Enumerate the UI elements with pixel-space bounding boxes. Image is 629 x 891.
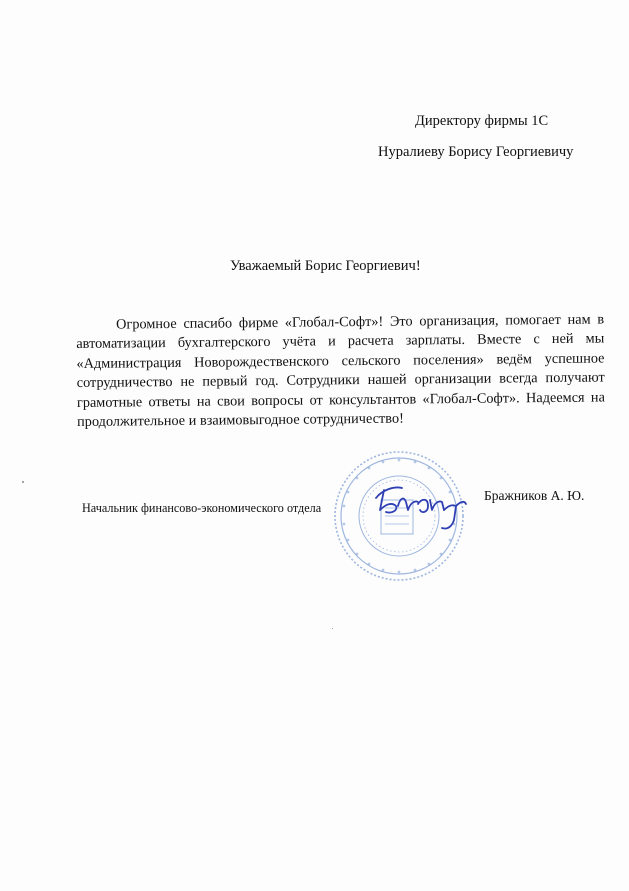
letter-body: Огромное спасибо фирме «Глобал-Софт»! Это организация, помогает нам в автоматизации бухгалтерского учёта и расчета зарплаты. Вместе с ней мы «Администрация Новорождественского сельского поселения» ведём успешное сотрудничество не первый год. Сотрудники нашей организации всегда получают грамотные ответы на свои вопросы от консультантов «Глобал-Софт». Надеемся на продолжительное и взаимовыгодное сотрудничество! <box>76 311 605 431</box>
addressee-name: Нуралиеву Борису Георгиевичу <box>378 144 574 160</box>
signer-name: Бражников А. Ю. <box>484 488 585 503</box>
addressee-title: Директору фирмы 1С <box>415 113 549 129</box>
salutation: Уважаемый Борис Георгиевич! <box>230 258 421 274</box>
signer-position: Начальник финансово-экономического отдела <box>82 501 322 515</box>
scan-speck <box>22 481 24 483</box>
scan-speck <box>332 628 333 629</box>
signature-icon <box>372 476 468 534</box>
